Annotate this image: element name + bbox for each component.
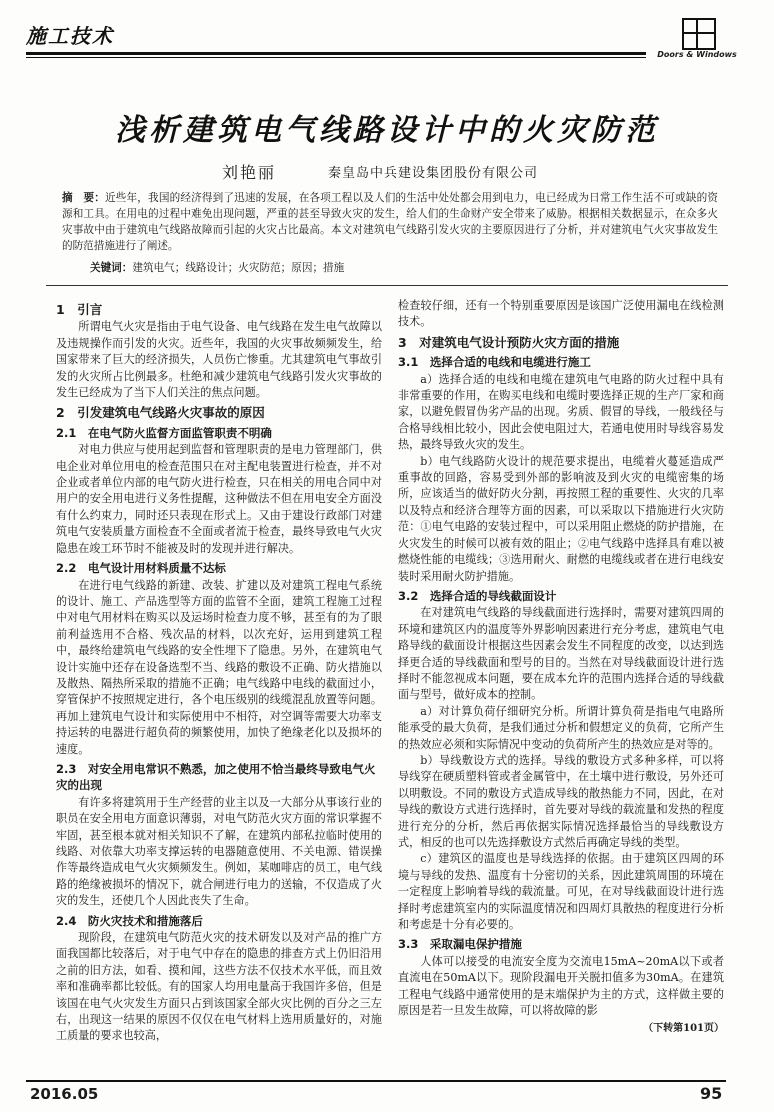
window-icon [682, 18, 716, 50]
paragraph: 人体可以接受的电流安全度为交流电15mA~20mA以下或者直流电在50mA以下。现阶段漏电开关脱扣值多为30mA。在建筑工程电气线路中通常使用的是末端保护为主的方式，这样做主要的原因是若一旦发生故障，可以将故障的影 [398, 954, 724, 1018]
paragraph: 现阶段，在建筑电气防范火灾的技术研发以及对产品的推广方面我国都比较落后，对于电气中存在的隐患的排查方式上仍旧沿用之前的旧方法，如看、摸和闻，这些方法不仅技术水平低，而且效率和准确率都比较低。有的国家人均用电量高于我国许多倍，但是该国在电气火灾发生方面只占到该国家全部火灾比例的百分之三左右，出现这一结果的原因不仅仅在电气材料上选用质量好的，对施工质量的要求也较高， [56, 931, 382, 1043]
abstract [62, 190, 718, 254]
left-column [56, 298, 382, 1045]
section-heading: 3 对建筑电气设计预防火灾方面的措施 [398, 334, 620, 350]
paragraph: b）电气线路防火设计的规范要求提出，电缆着火蔓延造成严重事故的回路，容易受到外部的影响波及到火灾的电缆密集的场所，应该适当的做好防火分割，再按照工程的重要性、火灾的几率以及特点和经济合理等方面的因素，可以采取以下措施进行火灾防范：①电气电路的安装过程中，可以采用阻止燃烧的防护措施，在火灾发生的时候可以被有效的阻止；②电气线路中选择具有难以被燃烧性能的电缆线；③选用耐火、耐燃的电缆线或者在进行电线安装时采用耐火防护措施。 [398, 454, 724, 583]
section-heading: 1 引言 [56, 302, 103, 317]
paragraph: 在对建筑电气线路的导线截面进行选择时，需要对建筑四周的环境和建筑区内的温度等外界影响因素进行充分考虑，建筑电气电路导线的截面设计根据这些因素会发生不同程度的改变，以达到选择更合适的导线截面和型号的目的。当然在对导线截面设计进行选择时不能忽视成本问题，要在成本允许的范围内选择合适的导线截面与型号，做好成本的控制。 [398, 606, 724, 702]
article-title: 浅析建筑电气线路设计中的火灾防范 [115, 113, 659, 148]
subsection-heading: 2.2 电气设计用材料质量不达标 [56, 561, 226, 576]
abstract-label: 摘 要： [62, 192, 106, 204]
abstract-divider [46, 285, 728, 286]
paragraph: 检查较仔细，还有一个特别重要原因是该国广泛使用漏电在线检测技术。 [398, 299, 724, 329]
paragraph: 有许多将建筑用于生产经营的业主以及一大部分从事该行业的职员在安全用电方面意识薄弱，对电气防范火灾方面的常识掌握不牢固，甚至根本就对相关知识不了解，在建筑内部私拉临时使用的线路、对依靠大功率支撑运转的电器随意使用、不关电源、错误操作等最终造成电气火灾频频发生。例如，某咖啡店的员工，电气线路的绝缘被损坏的情况下，就合闸进行电力的送输，不仅造成了火灾的发生，还使几个人因此丧失了生命。 [56, 795, 382, 908]
subsection-heading: 2.4 防火灾技术和措施落后 [56, 913, 203, 928]
section-heading: 2 引发建筑电气线路火灾事故的原因 [56, 405, 265, 421]
paragraph: a）对计算负荷仔细研究分析。所谓计算负荷是指电气电路所能承受的最大负荷，是我们通过分析和假想定义的负荷，它所产生的热效应必须和实际情况中变动的负荷所产生的热效应是对等的。 [398, 704, 724, 751]
paragraph: a）选择合适的电线和电缆在建筑电气电路的防火过程中具有非常重要的作用，在购买电线和电缆时要选择正规的生产厂家和商家，以避免假冒伪劣产品的出现。劣质、假冒的导线，一般线径与合格导线相比较小，因此会使电阻过大，若通电使用时导线容易发热，最终导致火灾的发生。 [398, 372, 724, 452]
subsection-heading: 3.3 采取漏电保护措施 [398, 937, 522, 952]
paragraph: c）建筑区的温度也是导线选择的依据。由于建筑区四周的环境与导线的发热、温度有十分密切的关系，因此建筑周围的环境在一定程度上影响着导线的载流量。可见，在对导线截面设计进行选择时考虑建筑室内的实际温度情况和四周灯具散热的程度进行分析和考虑是十分有必要的。 [398, 852, 724, 932]
page-number: 95 [700, 1084, 723, 1103]
logo-text: Doors & Windows [657, 50, 737, 59]
subsection-heading: 2.3 对安全用电常识不熟悉，加之使用不恰当最终导致电气火灾的出现 [56, 761, 376, 793]
abstract-text: 近些年，我国的经济得到了迅速的发展，在各项工程以及人们的生活中处处都会用到电力，电已经成为日常工作生活不可或缺的资源和工具。在用电的过程中难免出现问题，严重的甚至导致火灾的发生，给人们的生命财产安全带来了威胁。根据相关数据显示，在众多火灾事故中由于建筑电气线路故障而引起的火灾占比最高。本文对建筑电气线路引发火灾的主要原因进行了分析，并对建筑电气火灾事故发生的防范措施进行了阐述。 [62, 192, 718, 252]
journal-section-label: 施工技术 [26, 24, 114, 48]
paragraph: 在进行电气线路的新建、改装、扩建以及对建筑工程电气系统的设计、施工、产品选型等方面的监管不全面，建筑工程施工过程中对电气用材料在购买以及运场时检查力度不够，甚至有的为了眼前利益选用不合格、残次品的材料，以次充好，运用到建筑工程中，最终给建筑电气线路的安全性埋下了隐患。另外，在建筑电气设计实施中还存在设备选型不当、线路的敷设不正确、防火措施以及散热、隔热所采取的措施不正确；电气线路中电线的截面过小，穿管保护不按照规定进行，各个电压级别的线缆混乱放置等问题。再加上建筑电气设计和实际使用中不相符，对空调等需要大功率支持运转的电器进行超负荷的频繁使用，加快了绝缘老化以及损坏的速度。 [56, 578, 382, 756]
keywords-text: 建筑电气；线路设计；火灾防范；原因；措施 [132, 262, 345, 274]
header-rule-thin [26, 57, 646, 58]
keywords [90, 260, 344, 275]
paragraph: b）导线敷设方式的选择。导线的敷设方式多种多样，可以将导线穿在硬质塑料管或者金属管中，在土壤中进行敷设，另外还可以明敷设。不同的敷设方式造成导线的散热能力不同，因此，在对导线的敷设方式进行选择时，首先要对导线的载流量和发热的程度进行充分的分析，然后再依据实际情况选择最恰当的导线敷设方式，相反的也可以先选择敷设方式然后再确定导线的类型。 [398, 753, 724, 849]
paragraph: 对电力供应与使用起到监督和管理职责的是电力管理部门，供电企业对单位用电的检查范围只在对主配电装置进行检查，并不对企业或者单位内部的电气防火进行检查，只在相关的用电合同中对用户的安全用电进行义务性提醒，这种做法不但在用电安全方面没有什么约束力，同时还只表现在形式上。又由于建设行政部门对建筑电气安装质量方面检查不全面或者流于检查，最终导致电气火灾隐患在竣工环节时不能被及时的发现并进行解决。 [56, 443, 382, 555]
author-name: 刘艳丽 [222, 163, 277, 182]
keywords-label: 关键词： [90, 262, 133, 274]
continued-note: （下转第101页） [643, 1023, 724, 1035]
paragraph: 所谓电气火灾是指由于电气设备、电气线路在发生电气故障以及违规操作而引发的火灾。近些年，我国的火灾事故频频发生，给国家带来了巨大的经济损失，人员伤亡惨重。尤其建筑电气事故引发的火灾所占比例最多。杜绝和减少建筑电气线路引发火灾事故的发生已经成为了当下人们关注的焦点问题。 [56, 320, 382, 400]
author-affiliation: 秦皇岛中兵建设集团股份有限公司 [328, 166, 539, 181]
footer-rule [26, 1080, 726, 1082]
subsection-heading: 3.2 选择合适的导线截面设计 [398, 588, 557, 603]
issue-date: 2016.05 [30, 1085, 99, 1103]
right-column [398, 298, 724, 1038]
header-rule [26, 52, 646, 55]
subsection-heading: 2.1 在电气防火监督方面监管职责不明确 [56, 425, 272, 440]
subsection-heading: 3.1 选择合适的电线和电缆进行施工 [398, 355, 591, 370]
journal-logo [652, 16, 742, 62]
